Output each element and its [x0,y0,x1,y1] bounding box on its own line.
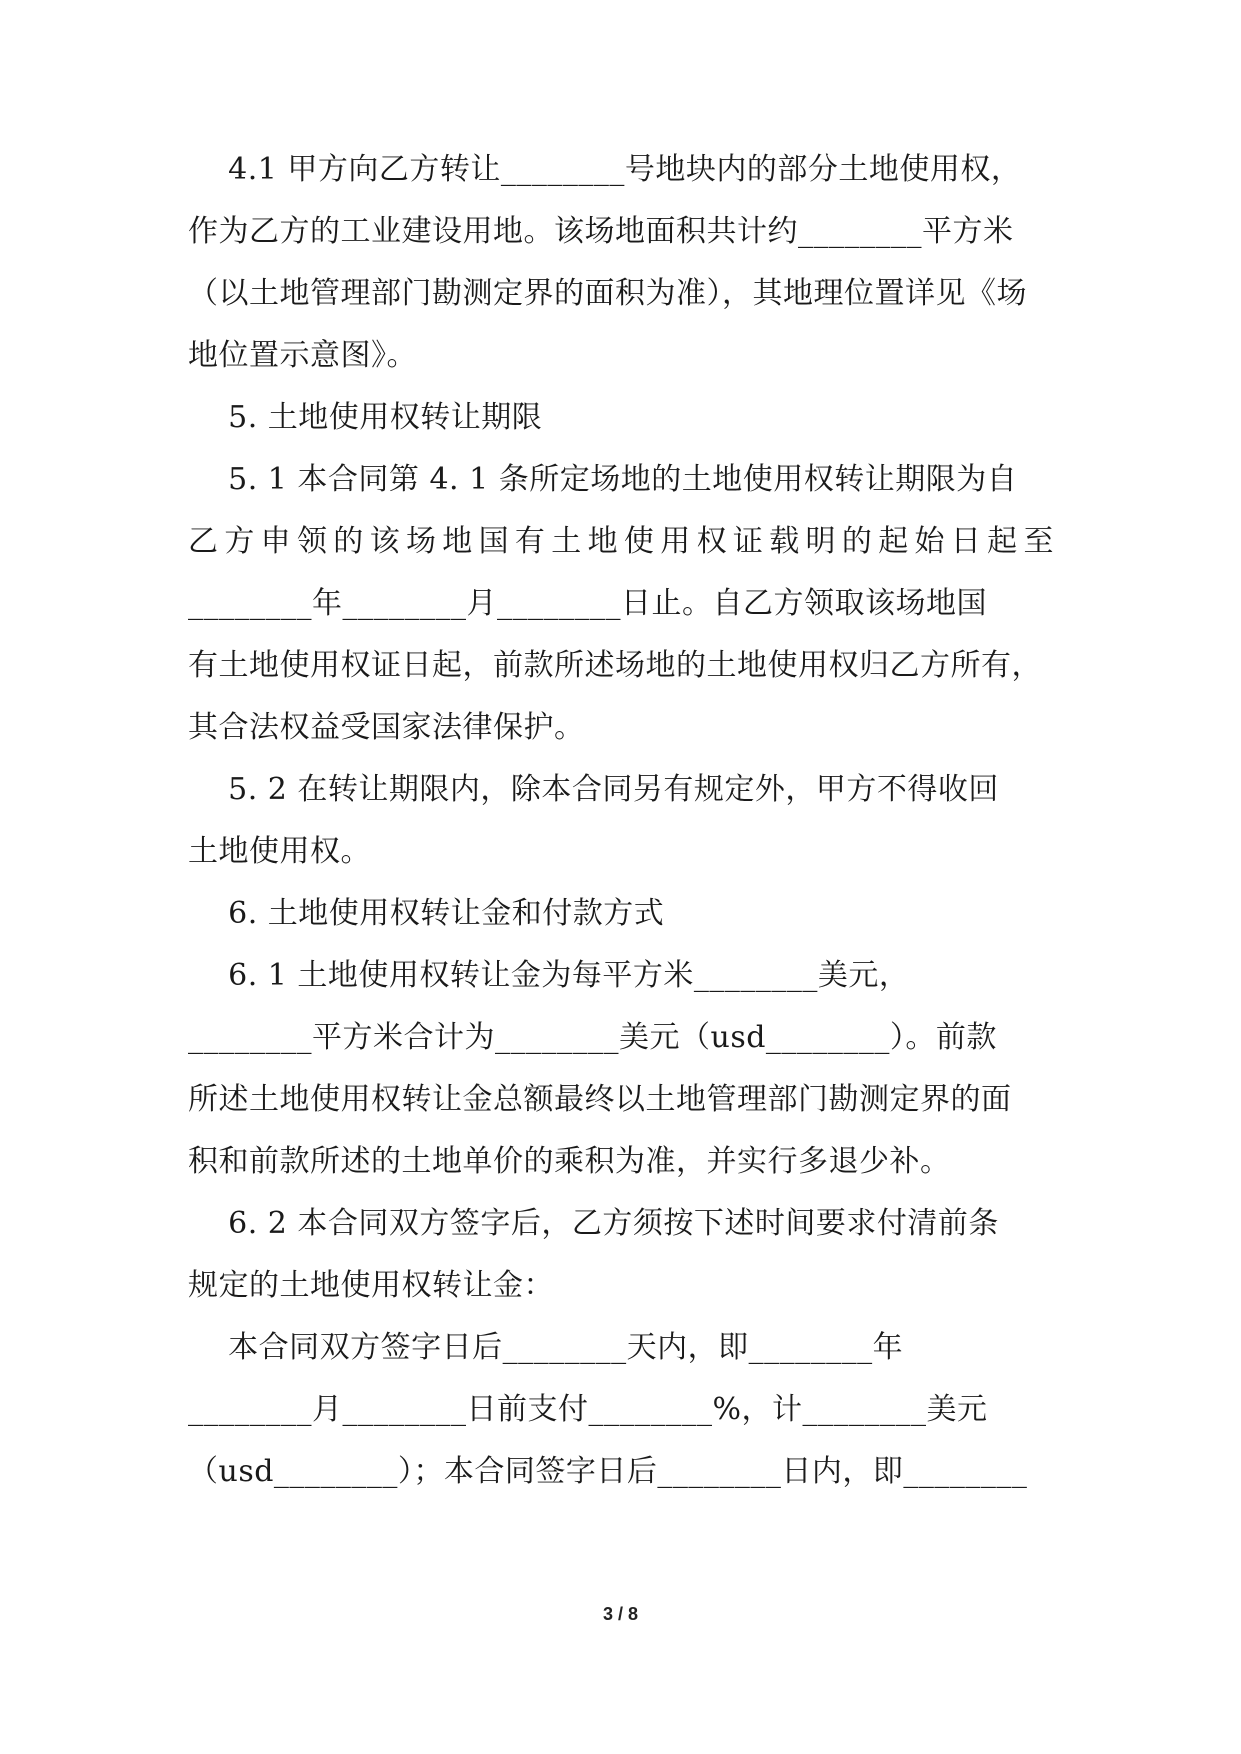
text-line: 地位置示意图》。 [188,338,417,373]
page-number: 3 / 8 [602,1604,639,1624]
text-line: 规定的土地使用权转让金： [188,1268,554,1303]
text-line: 有土地使用权证日起，前款所述场地的土地使用权归乙方所有， [188,648,1042,683]
text-line: 其合法权益受国家法律保护。 [188,710,585,745]
section-heading: 6. 土地使用权转让金和付款方式 [188,896,665,931]
text-line: （以土地管理部门勘测定界的面积为准），其地理位置详见《场 [188,276,1027,311]
text-line: 作为乙方的工业建设用地。该场地面积共计约________平方米 [188,214,1014,249]
text-line: 5. 2 在转让期限内，除本合同另有规定外，甲方不得收回 [188,772,999,807]
text-line: （usd________）；本合同签字日后________日内，即________ [188,1454,1028,1489]
text-line: 5. 1 本合同第 4. 1 条所定场地的土地使用权转让期限为自 [188,462,1018,497]
text-line: 积和前款所述的土地单价的乘积为准，并实行多退少补。 [188,1144,951,1179]
text-line: 6. 1 土地使用权转让金为每平方米________美元， [188,958,910,993]
text-line: ________月________日前支付________%，计________美元 [188,1392,988,1427]
text-line: 乙方申领的该场地国有土地使用权证载明的起始日起至 [188,524,1054,559]
text-line: ________平方米合计为________美元（usd________）。前款 [188,1020,997,1055]
section-heading: 5. 土地使用权转让期限 [188,400,543,435]
text-line: ________年________月________日止。自乙方领取该场地国 [188,586,987,621]
text-line: 4.1 甲方向乙方转让________号地块内的部分土地使用权， [188,152,1022,187]
text-line: 本合同双方签字日后________天内，即________年 [188,1330,904,1365]
text-line: 土地使用权。 [188,834,371,869]
text-line: 所述土地使用权转让金总额最终以土地管理部门勘测定界的面 [188,1082,1012,1117]
text-line: 6. 2 本合同双方签字后，乙方须按下述时间要求付清前条 [188,1206,999,1241]
